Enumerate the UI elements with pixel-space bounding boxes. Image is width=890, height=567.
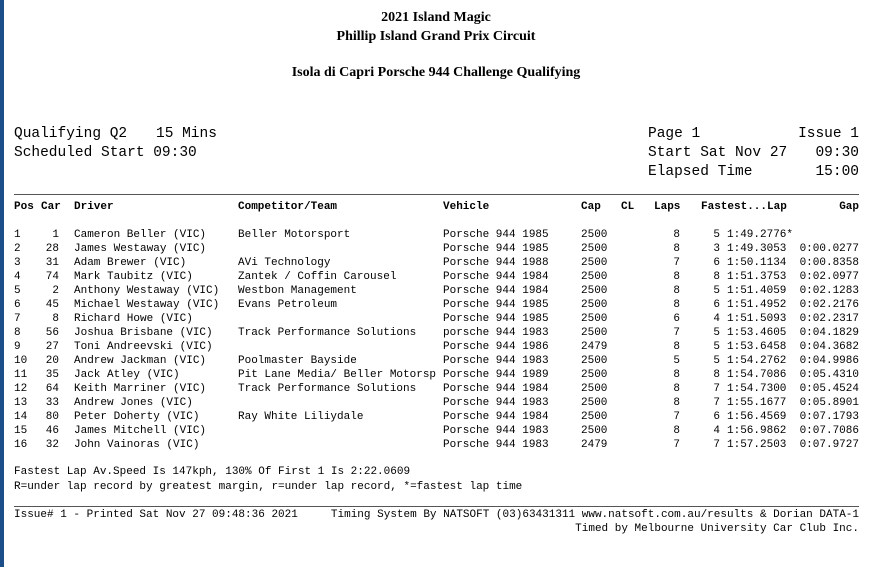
table-row (0, 397, 872, 411)
fastest-time-cell: 1:49.3053 (727, 243, 787, 255)
fastest-lap-number-cell: 5 (713, 327, 720, 339)
fastest-time-cell: 1:53.6458 (727, 341, 787, 353)
team-cell: Track Performance Solutions (238, 383, 417, 395)
gap-cell: 0:02.1283 (799, 285, 859, 297)
fastest-lap-number-cell: 5 (713, 341, 720, 353)
fastest-lap-number-cell: 6 (713, 411, 720, 423)
table-row (0, 299, 872, 313)
car-cell: 33 (45, 397, 59, 409)
laps-cell: 8 (673, 383, 680, 395)
col-laps: Laps (654, 201, 681, 213)
gap-cell: 0:05.8901 (799, 397, 859, 409)
cap-cell: 2500 (581, 383, 608, 395)
table-row (0, 271, 872, 285)
fastest-time-cell: 1:49.2776* (727, 229, 794, 241)
vehicle-cell: Porsche 944 1985 (443, 299, 549, 311)
gap-cell: 0:02.2176 (799, 299, 859, 311)
pos-cell: 2 (14, 243, 21, 255)
cap-cell: 2500 (581, 299, 608, 311)
pos-cell: 4 (14, 271, 21, 283)
fastest-time-cell: 1:51.4952 (727, 299, 787, 311)
table-row (0, 411, 872, 425)
driver-cell: Cameron Beller (VIC) (74, 229, 207, 241)
gap-cell: 0:07.1793 (799, 411, 859, 423)
fastest-time-cell: 1:53.4605 (727, 327, 787, 339)
driver-cell: Anthony Westaway (VIC) (74, 285, 220, 297)
table-row (0, 369, 872, 383)
pos-cell: 10 (14, 355, 28, 367)
cap-cell: 2500 (581, 229, 608, 241)
fastest-time-cell: 1:51.3753 (727, 271, 787, 283)
vehicle-cell: Porsche 944 1984 (443, 411, 549, 423)
cap-cell: 2500 (581, 243, 608, 255)
car-cell: 74 (45, 271, 59, 283)
cap-cell: 2500 (581, 355, 608, 367)
laps-cell: 7 (673, 411, 680, 423)
vehicle-cell: Porsche 944 1985 (443, 313, 549, 325)
vehicle-cell: porsche 944 1983 (443, 327, 549, 339)
car-cell: 64 (45, 383, 59, 395)
fastest-time-cell: 1:55.1677 (727, 397, 787, 409)
gap-cell: 0:05.4310 (799, 369, 859, 381)
table-row (0, 243, 872, 257)
fastest-lap-number-cell: 8 (713, 271, 720, 283)
laps-cell: 6 (673, 313, 680, 325)
driver-cell: John Vainoras (VIC) (74, 439, 200, 451)
header-rule (14, 194, 859, 195)
fastest-time-cell: 1:54.2762 (727, 355, 787, 367)
laps-cell: 7 (673, 439, 680, 451)
col-gap: Gap (839, 201, 859, 213)
driver-cell: James Westaway (VIC) (74, 243, 207, 255)
pos-cell: 5 (14, 285, 21, 297)
laps-cell: 8 (673, 425, 680, 437)
fastest-lap-number-cell: 7 (713, 439, 720, 451)
col-cl: CL (621, 201, 635, 213)
car-cell: 46 (45, 425, 59, 437)
cap-cell: 2479 (581, 439, 608, 451)
fastest-time-cell: 1:54.7086 (727, 369, 787, 381)
cap-cell: 2500 (581, 411, 608, 423)
table-row (0, 341, 872, 355)
fastest-lap-number-cell: 4 (713, 313, 720, 325)
team-cell: Ray White Liliydale (238, 411, 364, 423)
car-cell: 8 (52, 313, 59, 325)
table-row (0, 439, 872, 453)
timing-system-info: Timing System By NATSOFT (03)63431311 www.natsoft.com.au/results & Dorian DATA-1 (330, 509, 859, 521)
fastest-time-cell: 1:51.4059 (727, 285, 787, 297)
car-cell: 35 (45, 369, 59, 381)
fastest-lap-number-cell: 5 (713, 355, 720, 367)
scheduled-start: Scheduled Start 09:30 (14, 145, 197, 161)
table-row (0, 327, 872, 341)
gap-cell: 0:00.0277 (799, 243, 859, 255)
pos-cell: 11 (14, 369, 28, 381)
gap-cell: 0:07.9727 (799, 439, 859, 451)
vehicle-cell: Porsche 944 1983 (443, 425, 549, 437)
driver-cell: Peter Doherty (VIC) (74, 411, 200, 423)
fastest-lap-number-cell: 4 (713, 425, 720, 437)
car-cell: 2 (52, 285, 59, 297)
pos-cell: 8 (14, 327, 21, 339)
car-cell: 28 (45, 243, 59, 255)
laps-cell: 8 (673, 299, 680, 311)
team-cell: Poolmaster Bayside (238, 355, 357, 367)
driver-cell: Keith Marriner (VIC) (74, 383, 207, 395)
fastest-time-cell: 1:50.1134 (727, 257, 787, 269)
fastest-lap-number-cell: 5 (713, 229, 720, 241)
driver-cell: Joshua Brisbane (VIC) (74, 327, 213, 339)
laps-cell: 8 (673, 369, 680, 381)
vehicle-cell: Porsche 944 1984 (443, 383, 549, 395)
cap-cell: 2500 (581, 285, 608, 297)
table-row (0, 355, 872, 369)
fastest-lap-number-cell: 7 (713, 383, 720, 395)
fastest-time-cell: 1:57.2503 (727, 439, 787, 451)
fastest-time-cell: 1:54.7300 (727, 383, 787, 395)
fastest-time-cell: 1:56.4569 (727, 411, 787, 423)
team-cell: Westbon Management (238, 285, 357, 297)
team-cell: Pit Lane Media/ Beller Motorsp (238, 369, 437, 381)
gap-cell: 0:02.2317 (799, 313, 859, 325)
elapsed-label: Elapsed Time (648, 164, 753, 180)
fastest-lap-number-cell: 6 (713, 299, 720, 311)
col-fastest: Fastest...Lap (701, 201, 787, 213)
legend-note: R=under lap record by greatest margin, r=under lap record, *=fastest lap time (14, 481, 523, 493)
table-row (0, 257, 872, 271)
car-cell: 32 (45, 439, 59, 451)
vehicle-cell: Porsche 944 1984 (443, 285, 549, 297)
vehicle-cell: Porsche 944 1985 (443, 229, 549, 241)
elapsed-value: 15:00 (815, 164, 859, 180)
laps-cell: 8 (673, 229, 680, 241)
driver-cell: Jack Atley (VIC) (74, 369, 180, 381)
driver-cell: Adam Brewer (VIC) (74, 257, 187, 269)
team-cell: Track Performance Solutions (238, 327, 417, 339)
page-number: Page 1 (648, 126, 701, 142)
gap-cell: 0:04.9986 (799, 355, 859, 367)
gap-cell: 0:05.4524 (799, 383, 859, 395)
laps-cell: 8 (673, 271, 680, 283)
circuit-title: Phillip Island Grand Prix Circuit (336, 29, 536, 44)
car-cell: 80 (45, 411, 59, 423)
team-cell: Evans Petroleum (238, 299, 338, 311)
session-name: Qualifying Q2 (14, 126, 128, 142)
fastest-lap-number-cell: 7 (713, 397, 720, 409)
cap-cell: 2500 (581, 397, 608, 409)
pos-cell: 12 (14, 383, 28, 395)
fastest-lap-number-cell: 6 (713, 257, 720, 269)
fastest-time-cell: 1:56.9862 (727, 425, 787, 437)
cap-cell: 2500 (581, 327, 608, 339)
table-row (0, 229, 872, 243)
driver-cell: Toni Andreevski (VIC) (74, 341, 213, 353)
fastest-lap-number-cell: 3 (713, 243, 720, 255)
car-cell: 56 (45, 327, 59, 339)
session-duration: 15 Mins (156, 126, 217, 142)
vehicle-cell: Porsche 944 1986 (443, 341, 549, 353)
table-row (0, 425, 872, 439)
footer-rule (14, 506, 859, 507)
fastest-lap-number-cell: 5 (713, 285, 720, 297)
col-driver: Driver (74, 201, 114, 213)
column-headers (0, 201, 872, 215)
team-cell: Zantek / Coffin Carousel (238, 271, 397, 283)
laps-cell: 8 (673, 341, 680, 353)
car-cell: 45 (45, 299, 59, 311)
vehicle-cell: Porsche 944 1989 (443, 369, 549, 381)
cap-cell: 2500 (581, 313, 608, 325)
gap-cell: 0:04.3682 (799, 341, 859, 353)
laps-cell: 8 (673, 243, 680, 255)
printed-info: Issue# 1 - Printed Sat Nov 27 09:48:36 2021 (14, 509, 298, 521)
car-cell: 20 (45, 355, 59, 367)
table-row (0, 285, 872, 299)
start-time: 09:30 (815, 145, 859, 161)
vehicle-cell: Porsche 944 1983 (443, 397, 549, 409)
team-cell: AVi Technology (238, 257, 331, 269)
table-row (0, 313, 872, 327)
fastest-lap-number-cell: 8 (713, 369, 720, 381)
cap-cell: 2500 (581, 257, 608, 269)
vehicle-cell: Porsche 944 1983 (443, 439, 549, 451)
pos-cell: 1 (14, 229, 21, 241)
cap-cell: 2500 (581, 369, 608, 381)
cap-cell: 2500 (581, 271, 608, 283)
vehicle-cell: Porsche 944 1984 (443, 271, 549, 283)
team-cell: Beller Motorsport (238, 229, 351, 241)
fastest-lap-note: Fastest Lap Av.Speed Is 147kph, 130% Of First 1 Is 2:22.0609 (14, 466, 411, 478)
pos-cell: 15 (14, 425, 28, 437)
col-pos: Pos (14, 201, 34, 213)
laps-cell: 7 (673, 327, 680, 339)
laps-cell: 8 (673, 397, 680, 409)
driver-cell: James Mitchell (VIC) (74, 425, 207, 437)
timed-by-info: Timed by Melbourne University Car Club Inc. (575, 523, 859, 535)
pos-cell: 3 (14, 257, 21, 269)
driver-cell: Richard Howe (VIC) (74, 313, 193, 325)
gap-cell: 0:02.0977 (799, 271, 859, 283)
car-cell: 31 (45, 257, 59, 269)
issue-number: Issue 1 (798, 126, 859, 142)
pos-cell: 7 (14, 313, 21, 325)
fastest-time-cell: 1:51.5093 (727, 313, 787, 325)
cap-cell: 2479 (581, 341, 608, 353)
laps-cell: 8 (673, 285, 680, 297)
table-row (0, 383, 872, 397)
gap-cell: 0:07.7086 (799, 425, 859, 437)
vehicle-cell: Porsche 944 1988 (443, 257, 549, 269)
session-title: Isola di Capri Porsche 944 Challenge Qualifying (291, 65, 581, 80)
driver-cell: Michael Westaway (VIC) (74, 299, 220, 311)
car-cell: 1 (52, 229, 59, 241)
event-title: 2021 Island Magic (381, 10, 491, 25)
col-vehicle: Vehicle (443, 201, 490, 213)
col-car: Car (41, 201, 61, 213)
laps-cell: 7 (673, 257, 680, 269)
pos-cell: 14 (14, 411, 28, 423)
vehicle-cell: Porsche 944 1985 (443, 243, 549, 255)
pos-cell: 9 (14, 341, 21, 353)
driver-cell: Andrew Jackman (VIC) (74, 355, 207, 367)
start-label: Start Sat Nov 27 (648, 145, 788, 161)
pos-cell: 13 (14, 397, 28, 409)
pos-cell: 16 (14, 439, 28, 451)
col-team: Competitor/Team (238, 201, 338, 213)
col-cap: Cap (581, 201, 601, 213)
gap-cell: 0:00.8358 (799, 257, 859, 269)
pos-cell: 6 (14, 299, 21, 311)
gap-cell: 0:04.1829 (799, 327, 859, 339)
car-cell: 27 (45, 341, 59, 353)
laps-cell: 5 (673, 355, 680, 367)
driver-cell: Mark Taubitz (VIC) (74, 271, 193, 283)
cap-cell: 2500 (581, 425, 608, 437)
vehicle-cell: Porsche 944 1983 (443, 355, 549, 367)
driver-cell: Andrew Jones (VIC) (74, 397, 193, 409)
